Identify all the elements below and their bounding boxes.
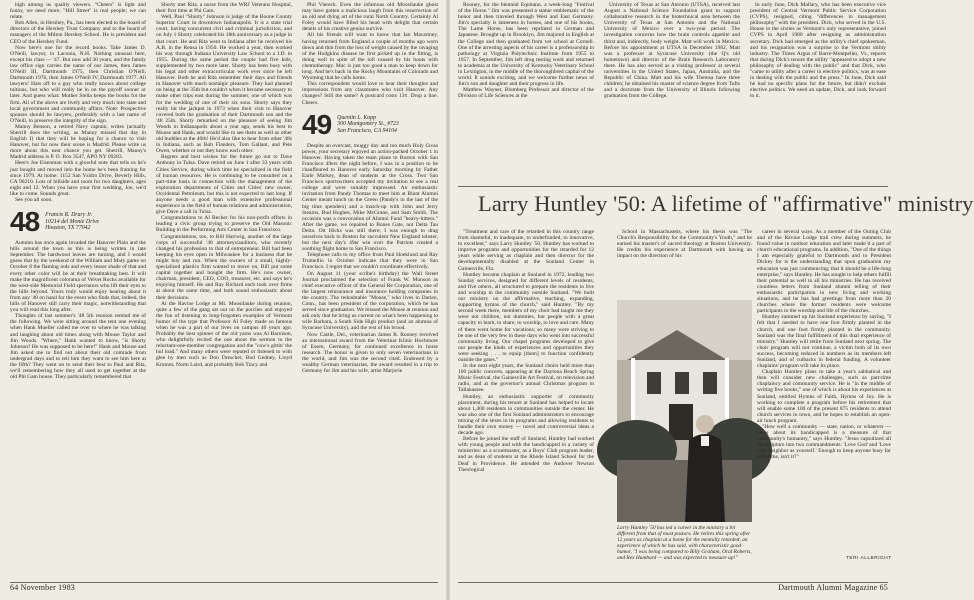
larry-huntley-photo: [617, 300, 752, 522]
paragraph: Here's Joe Eisenman with a glowful note that tells us he's just bought and moved into the home he's been framing for since 1979. At home: 1152 San Ysidro Drive, Beverly Hills, CA 90210. Lots of hillside and room for two daughters, ages eight and 12. When you have your first wedding, Joe, we'd like to come. Sounds great.: [10, 160, 146, 197]
paragraph: Autumn has once again invaded the Hanover Plain and the hills around the town as this is being written in late September. The hardwood leaves are turning, and I would guess that by the weekend of the William and Mary game on October 8 the flaming reds and every lesser shade of that and every other color will be at their breathtaking best. It will make the magnificent colorama of Velvet Rocks available for the west-side Memorial Field spectators who lift their eyes to the hills beyond. Yours truly would enjoy hearing about it from any '48 on hand for the event who finds that, indeed, the hills of Hanover still carry their magic, notwithstanding that you will read this long after.: [10, 240, 146, 314]
paragraph: Telephone calls to my office from Paul Hoeklund and Ray Trumellio in October indicate that they were in San Francisco. I regret that we couldn't coordinate effectively.: [302, 252, 438, 271]
paragraph: Thoughts of last summer's '48 5th reunion remind me of the following. We were sitting around the tent one evening when Hank Mueller called me over to where he was talking and laughing about old times along with Mouse Taylor and Jim Woods. "Where," Hank wanted to know, "is Shorty Johnson? He was supposed to be here!" Hank and Mouse and Jim asked me to find out about their old comrade from undergrad days and to tell him they want to see him here at the fifth? They went on to send their best to Paul and Rita, we'll remembering how they all used to get together at the old Phi Gam house. They particularly remembered that: [10, 313, 146, 381]
paragraph: Despite an overcast, muggy day and too much Holy Cross power, your secretary enjoyed an action-packed October 1 in Hanover. Having taken the team plane to Boston with San Francisco 49ers the night before, I was in a position to be chauffeured to Hanover early Saturday morning by Father Earle Markey, dean of students at the Cross. Two San Francisco sportswriters accepted my invitation to see a real college and were suitably impressed. An enthusiastic invitation from Pandy Thomas to meet him at Blunt Alumni Center meant lunch on the Green (Pandy's in the last of the big time spenders) and a match-up with John and Jerry Stearns, Bud Hughes, Mike McGrane, and Sam Smith. The occasion was a convocation of Alumni Fund "heavy-hitters." After the game, we repaired to Bones Gate, not Delta Tau Delta. Ott Hicks was still there; I was enough to drag ourselves back to Boston for succulent New England lobster, but the next day's 49er win over the Patriots created a soothing flight home to San Francisco.: [302, 142, 438, 253]
paragraph: Shorty met Rita, a nurse from the WRJ Veterans Hospital, their first time at Phi Gam.: [156, 2, 292, 15]
paragraph: In the next eight years, the Sunland choirs held more than 100 public concerts, appearing at the Daytona Beach Spring Music Festival, the Gainesville Art Festival, on television and radio, and at the governor's annual Christmas program in Tallahassee.: [458, 363, 594, 394]
class-number-48: 48: [10, 206, 40, 238]
article-top-rule: [458, 186, 888, 187]
paragraph: School in Massachusetts, where his thesis was "The Church's Responsibility for the Community's Youth," and he earned his master's of sacred theology at Boston University. He credits his experience at Dartmouth with having an impact on the direction of his: [617, 229, 752, 260]
paragraph: Phil Viereck. Even the infamous old Moosilauke ghost may have gotten a malicious laugh from this resurrection of an old and dying art of the rural North Country. Certainly Al Foley would have filled his head with delight that certain details of his creative genius survive.: [302, 2, 438, 33]
right-page-column-3: [750, 2, 886, 180]
paragraph: See you all soon.: [15, 197, 53, 203]
article-column-3: [757, 229, 891, 555]
paragraph: Matthew Wayner, Blumberg Professor and director of the Division of Life Sciences at the: [458, 87, 594, 100]
page-gutter: [446, 0, 450, 600]
paragraph: In early June, Dick Mallary, who has been executive vice president of Central Vermont Public Service Corporation (CVPS), resigned, citing "differences in management philosophy" with the president. Dick, who served in the U.S. House in the sixties as Vermont's only representative, joined CVPS in April 1980 after resigning as administration secretary. Dick had emerged as the utility's chief spokesman, and his resignation was a surprise to the Vermont utility industry. The Times Argus of Barre-Montpelier, Vt., reports that during Dick's tenure the utility "appeared to adopt a new philosophy of dealing with the public" and that Dick, who "came to utility after a career in elective politics, was at ease in dealing with the public and the press." In June, Dick said he had no specific plans for the future, but didn't exclude elective politics. We need an update, Dick, and look forward to it.: [750, 2, 886, 100]
right-page-column-1: [458, 2, 594, 180]
paragraph: Huntley summed up his Sunland experience by saying, "I felt that I needed to have one foot firmly planted in the church, and one foot firmly planted in the community. Sunland was the final fulfillment of this dual experience of ministry." Huntley will retire from Sunland next spring. The choir program will not continue, a victim both of its own success, becoming reduced in numbers as its members left Sunland, and of cutbacks in federal funding. A volunteer chaplains' program will take its place.: [757, 314, 891, 370]
paragraph: All his friends will want to know that Ian Macartney, having returned from England a couple of months ago worn down and thin from the loss of weight caused by the ravaging of the Hodgkins disease he first picked up in the fitting, is doing well in spite of the toll caused by his bouts with chemotherapy. Mac is just too good a man to keep down for long. And he's back in the Rocky Mountains of Colorado and Wyoming that he calls home.: [302, 32, 438, 82]
paragraph: At the Ravine Lodge at Mt. Moosilauke during reunion, quite a few of the gang sat out on the porches and enjoyed the fun of listening to long-forgotten examples of Vermont humor of the type that Professor Al Foley made so famous when he was a part of our lives on campus 40 years ago. Probably the best spinner of the old yarns was Al Barnison, who delightfully recited the one about the sermon to the reluctant-one-member congregation and the "cow's gittin' the hul load." And many others were reputed or listened to with glee by men such as Don Drescher, Bud Gedney, Lloyd Krumm, Norm Laird, and probably Bob Tracy and: [156, 300, 292, 368]
right-page-folio: Dartmouth Alumni Magazine 65: [778, 583, 888, 592]
paragraph: Now here's one for the record books. Take James D. O'Neill, lawyer, in Laconia, N.H. Nothing unusual here, except his class — '47. But now add 30 years, and the family law office sign carries the name of our James, then James O'Neill III, Dartmouth 1975, then Christian O'Neill, Dartmouth 1976, then James O'Neill IV, Dartmouth 1977. All lawyers! Hats off to a guy who really knows about college tuitions, but who will really be in on the payoff sooner or later. And guess what: Mother Stella keeps the books for the firm. All of the above are lively and very much into state and local government and community affairs. Note: Prospective spouses should be lawyers, preferably with a last name of O'Neill, to preserve the integrity of the sign.: [10, 44, 146, 124]
article-column-2: [617, 229, 752, 297]
paragraph: Congratulations, too, to Bill Harrwig, another of the large corps of successful '48 attorneys/auditors, who recently changed his profession to that of entrepreneur. Bill had been keeping his eyes open in Milwaukee for a business that he might buy and run. When the owners of a small, highly-specialized plastics firm wanted to move on, Bill put some capital together and bought the firm. He's now owner, chairman, president, CEO, COO, treasurer, etc. and says he's enjoying himself. He and Ray Richard each took over firms at about the same time, and both sound enthusiastic about their decisions.: [156, 233, 292, 301]
paragraph: Congratulations to Al Becker for his non-profit efforts in leading a civic group trying to preserve the Old Masonic Building in the Performing Arts Center in San Francisco.: [156, 215, 292, 234]
left-page-column-1: [10, 2, 146, 380]
class-49-secretary-address: Quentin L. Kopp 300 Montgomery St., #723 San Francisco, CA 94104: [337, 114, 399, 134]
photo-illustration: [617, 300, 752, 522]
left-page-column-3: [302, 2, 438, 374]
article-byline: TERI ALLBRIGHT: [846, 556, 892, 561]
paragraph: Huntley became chaplain at Sunland in 1972, leading two Sunday services, designed for different levels of residents, and five others, all structured to prepare the residents to live and worship in the community outside Sunland. "We built our ministry on the affirmative, teaching, expanding, supporting hymns of the church," said Huntley. "By my second week there, members of my choir had taught me they were not children, not dummies, but people with a great capacity to learn, to share, to worship, to love and care. Many of them went home for vacations; so many were striving to be one of the very few in these days who went into successful community living. Our chapel programs developed to give our people the kinds of experiences and opportunities they were seeking . . . to equip [them] to function confidently outside the gates.": [458, 271, 594, 363]
class-number-49: 49: [302, 108, 332, 140]
paragraph: career in several ways. As a member of the Outing Club and of the Ravine Lodge trail crew during summers, he found value in outdoor education and later made it a part of church educational programs. In addition, "One of the things I am especially grateful to Dartmouth and to President Dickey for is the understanding that upon graduation my education was just commencing; that it should be a life-long enterprise," says Huntley. He has sought to help others fulfill their potential as well in all his ministries. He has received countless letters from Sunland alumni telling of their enthusiastic participation in new living and working situations, and he has had greetings from more than 20 churches where the former residents were welcome participants in the worship and life of the churches.: [757, 229, 892, 315]
class-49-heading: [302, 108, 438, 140]
class-48-heading: [10, 206, 146, 238]
paragraph: Rooney, for the biennial Equitann, a week-long "Festival of the Horse." Jim was presented a statue emblematic of the honor and then traveled through West and East Germany. Jim's specialty is lameness in horses, and one of his books, The Lame Horse, has been reprinted in German and Japanese. Brought up in Brooklyn, Jim majored in English at the College and then graduated from vet school at Cornell. One of the arresting aspects of his career is a professorship in pathology at Virginia Polytechnic Institute from 1955 to 1957. In September, Jim left drug testing work and returned to academia at the University of Kentucky Veterinary School in Lexington, in the middle of the thoroughbred capital of the world. It sounds exciting, and we welcome further news of Jim's son and daughter and their progress in life.: [458, 2, 594, 88]
class-47-notes: [10, 2, 146, 203]
paragraph: Well, Paul "Shorty" Johnson is judge of the Boone County Superior Court in downtown Indianapolis. It is a state trial court, having concurrent civil and criminal jurisdiction, and on July 1 Shorty celebrated his 18th anniversary as a judge in that court. He and Rita went to Indiana after he received his A.B. in the Rensa in 1950. He worked a year, then worked his way through Indiana University Law School to a J.D. in 1955. During the same period the couple had five kids, supplemented by two more later. Shorty has been busy with his legal and other extracurricular work ever since he left Hanover. Both he and Rita remember their days and friends in Hanover with much nostalgic pleasure. They had planned on being at the 35th but couldn't when it became necessary to make other trips east during the summer, one of which was for the wedding of one of their six sons. Shorty says they really hit the jackpot in 1973 when their visit to Hanover covered both the graduation of their Dartmouth son and the '48 25th. Shorty remarked on the pleasure of seeing Jim Woods in Indianapolis about a year ago, sends his best to Mouse and Hank, and would like to see them as well as other old buddies at the 40th! He'd also like to hear from other '48s in Indiana, such as Bob Flanders, Tom Gallant, and Pete Owen, whether or not they know each other.: [156, 14, 292, 155]
paragraph: Manny Benson, a retired Navy captain, writes (actually Sherrill does the writing, as Manny missed that day in English I) that they will be hoping for a chance to visit Hanover, but for now their scene is Madrid. Please write us more about this nest chance you get. Sherrill, Manny's Madrid address is P. O. Box 3547, APO NY 09283.: [10, 123, 146, 161]
paragraph: "Treatment and care of the retarded in this country range from shameful, to inadequate, to underfunded, to innovative, to excellent," says Larry Huntley '50. Huntley has worked to improve programs and opportunities for the retarded for 12 years while serving as chaplain and then director for the developmentally disabled at the Sunland Center in Gainesville, Fla.: [458, 229, 594, 272]
article-column-1: [458, 229, 594, 579]
right-page-column-2: [604, 2, 740, 180]
class-49-notes: [302, 143, 438, 375]
left-page-folio: 64 November 1983: [10, 583, 75, 592]
class-48-notes-end: [302, 2, 438, 106]
article-headline: Larry Huntley '50: A lifetime of "affirmative" ministry: [478, 191, 974, 216]
left-page-column-2: [156, 2, 292, 368]
photo-caption: Larry Huntley '50 has led a career in the ministry a bit different from that of most pastors. He retires this spring after 12 years as chaplain at a home for the mentally retarded, an experience of which he has said, with characteristic good humor, "I was being compared to Billy Graham, Oral Roberts, and Rex Humbard — and was expected to measure up!": [617, 525, 752, 562]
paragraph: Bob Allen, in Hershey, Pa., has been elected to the board of directors of the Hershey Trust Company and to the board of managers of the Milton Hershey School. He is president and CEO of the Hershey Fund.: [10, 20, 146, 45]
class-48-notes-start: [10, 240, 146, 380]
paragraph: high among us quality viewers. "Cheers" is light and funny, we need more. "Hill Street" is real people; we can relate.: [10, 2, 146, 21]
paragraph: Before he joined the staff of Sunland, Huntley had worked with young people and with the handicapped in a variety of ministries: as a scoutmaster, as a Boys' Club program leader, and as dean of students at the Rhode Island School for the Deaf in Providence. He attended the Andover Newton Theological: [458, 436, 594, 473]
paragraph: This correspondent would love to hear their thoughts and impressions from any classmates who visit Hanover. Any changes? Still the same? A postcard costs 13¢. Drop a line. Cheers.: [302, 81, 438, 106]
paragraph: Chaplain Huntley plans to take a year's sabbatical and then will consider new challenges, such as part-time chaplaincy and community service. He is "in the middle of writing five books," one of which is about his experiences at Sunland, entitled Hymns of Faith, Hymns of Joy. He is working to complete a program before his retirement that will enable some 100 of the present 875 residents to attend church services in town, and he hopes to establish an open-air lunch program.: [757, 369, 891, 424]
paragraph: Huntley, an enthusiastic supporter of community placement, during his tenure at Sunland has helped to locate about 1,400 residents in communities outside the center. He was also one of the first Sunland administrators to encourage mixing of the sexes in its programs and allowing residents to handle their own money — novel and controversial ideas a decade ago.: [458, 393, 594, 437]
paragraph: On August 11 (your scribe's birthday) the Wall Street Journal proclaimed the selection of Frank W. Munson as chief executive officer of the General Re Corporation, one of the largest reinsurance and insurance holding companies in the country. The redoubtable "Mouse," who lives in Darien, Conn., has been president of the corporation, which he has served since graduation. We missed the Mouse at reunion and ask only that he bring us current on what's been happening to wife Barbara, a South Side High product (and an alumna of Syracuse University), and the rest of his brood.: [302, 270, 438, 332]
class-48-secretary-address: Francis R. Drury Jr. 10214 del Monte Drive Houston, TX 77042: [45, 212, 100, 232]
paragraph: "How well a community — state, nation, or whatever — cares about its handicapped is a measure of that community's humanity," says Huntley. "Jesus capsulized all the scripture into two commandments: 'Love God' and 'Love your neighbor as yourself.' Enough to keep anyone busy for a lifetime, isn't it?": [757, 424, 891, 461]
paragraph: Regrets and best wishes for the future go out to Dave Anthony in Tulsa. Dave retired on June 1 after 33 years with Cities Service, during which time he specialized in the field of human resources. He is continuing to be consulted on a part-time basis in connection with the management of the exploration departments of Cities and Cities' new owner, Occidental Petroleum, but this is not expected to last long. If anyone needs a good man with extensive professional experience in the field of human relations and administration, give Dave a call in Tulsa.: [156, 154, 292, 216]
paragraph: Now Castle, Del., veterinarian James R. Rooney received an international award from the Veterinar Klinic Hochmore of Essen, Germany, for continued excellence in horse research. The honor is given to only seven veterinarians in the world, and Jim was the second cited. Endowed by a wealthy German veterinarian, the award resulted in a trip to Germany for Jim and his wife, artist Marjorie: [302, 331, 438, 375]
paragraph: University of Texas at San Antonio (UTSA), received last August a National Science Foundation grant to support collaborative research in the biotechnical area between the University of Texas at San Antonio and the National University of Mexico over a two-year period. The investigation concerns how the brain controls appetite and thirst and, indirectly, body weight. Matt will work in Mexico. Before his appointment at UTSA in December 1982, Matt was a professor at Syracuse University (the Q's old hometown) and director of the Brain Research Laboratory there. He has also served as a visiting professor at several universities in the United States, Japan, Australia, and the Republic of China. Matt and his wife Theresa have three children; he obtained his master of science degree from Tufts and a doctorate from the University of Illinois following graduation from the College.: [604, 2, 740, 100]
